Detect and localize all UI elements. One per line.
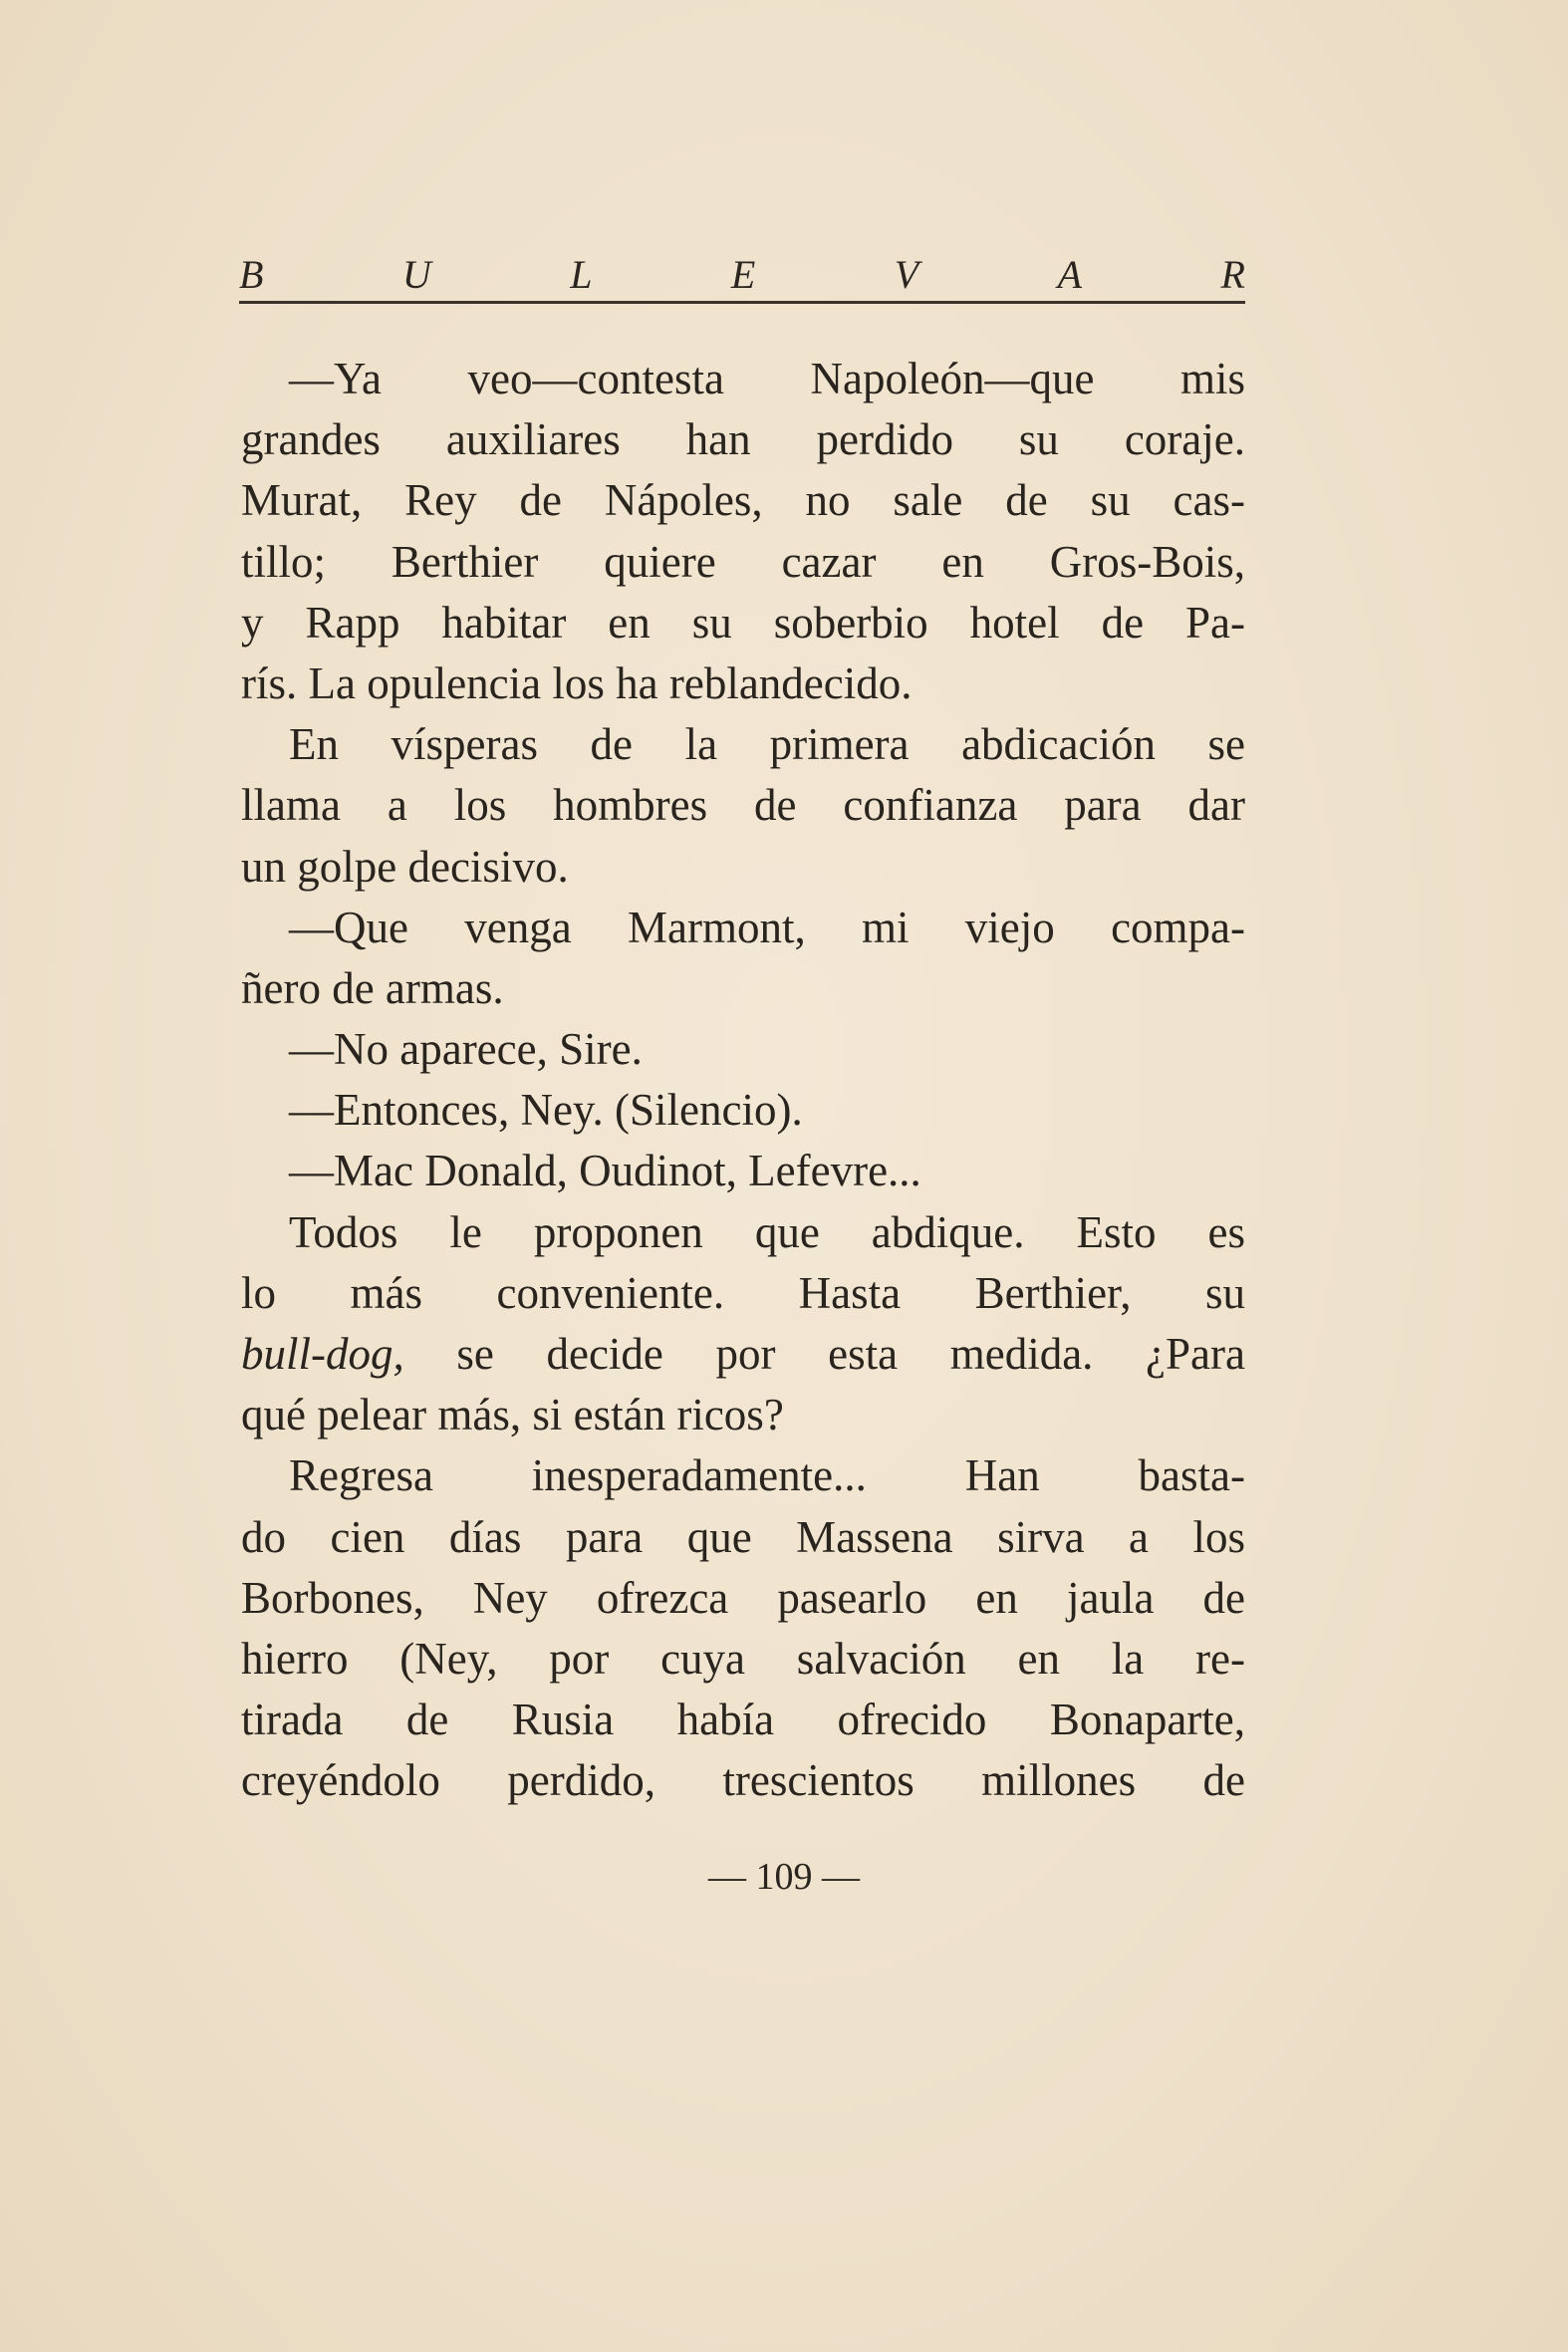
text-line: —Ya veo—contesta Napoleón—que mis (289, 354, 1245, 403)
text-line: Borbones, Ney ofrezca pasearlo en jaula de (241, 1572, 1245, 1623)
header-letter: R (1220, 252, 1245, 297)
text-line: rís. La opulencia los ha reblandecido. (241, 657, 913, 708)
header-letter: A (1057, 252, 1083, 297)
body-text (241, 349, 1245, 1812)
text-line: y Rapp habitar en su soberbio hotel de Pa- (241, 597, 1245, 648)
header-letter: E (730, 252, 756, 297)
text-line: lo más conveniente. Hasta Berthier, su (241, 1267, 1245, 1318)
text-line: creyéndolo perdido, trescientos millones de (241, 1755, 1245, 1806)
text-line: llama a los hombres de confianza para dar (241, 780, 1245, 831)
page-number: — 109 — (708, 1856, 860, 1898)
text-line: —Que venga Marmont, mi viejo compa- (289, 902, 1245, 952)
text-line: un golpe decisivo. (241, 841, 569, 892)
header-letter: V (894, 252, 919, 297)
header-letter: U (401, 252, 431, 297)
text-line: tillo; Berthier quiere cazar en Gros-Bois, (241, 536, 1245, 587)
running-header (239, 235, 1245, 295)
header-letter: B (239, 252, 264, 297)
text-line: qué pelear más, si están ricos? (241, 1390, 784, 1440)
text-line: tirada de Rusia había ofrecido Bonaparte, (241, 1695, 1245, 1745)
text-line: —Entonces, Ney. (Silencio). (289, 1085, 803, 1136)
header-letter: L (570, 252, 593, 297)
text-line (241, 1324, 1245, 1385)
text-line: do cien días para que Massena sirva a los (241, 1511, 1245, 1562)
text-line: grandes auxiliares han perdido su coraje. (241, 414, 1245, 465)
italic-word: bull-dog, (241, 1329, 404, 1379)
text-line: ñero de armas. (241, 962, 504, 1013)
text-line: En vísperas de la primera abdicación se (289, 719, 1245, 770)
header-rule (239, 301, 1245, 304)
text-line: Todos le proponen que abdique. Esto es (289, 1206, 1245, 1257)
text-line-rest: se decide por esta medida. ¿Para (403, 1329, 1245, 1379)
text-line: hierro (Ney, por cuya salvación en la re- (241, 1633, 1245, 1684)
text-line: —No aparece, Sire. (289, 1024, 643, 1075)
text-line: —Mac Donald, Oudinot, Lefevre... (289, 1146, 921, 1196)
text-line: Regresa inesperadamente... Han basta- (289, 1450, 1245, 1501)
text-line: Murat, Rey de Nápoles, no sale de su cas- (241, 475, 1245, 526)
